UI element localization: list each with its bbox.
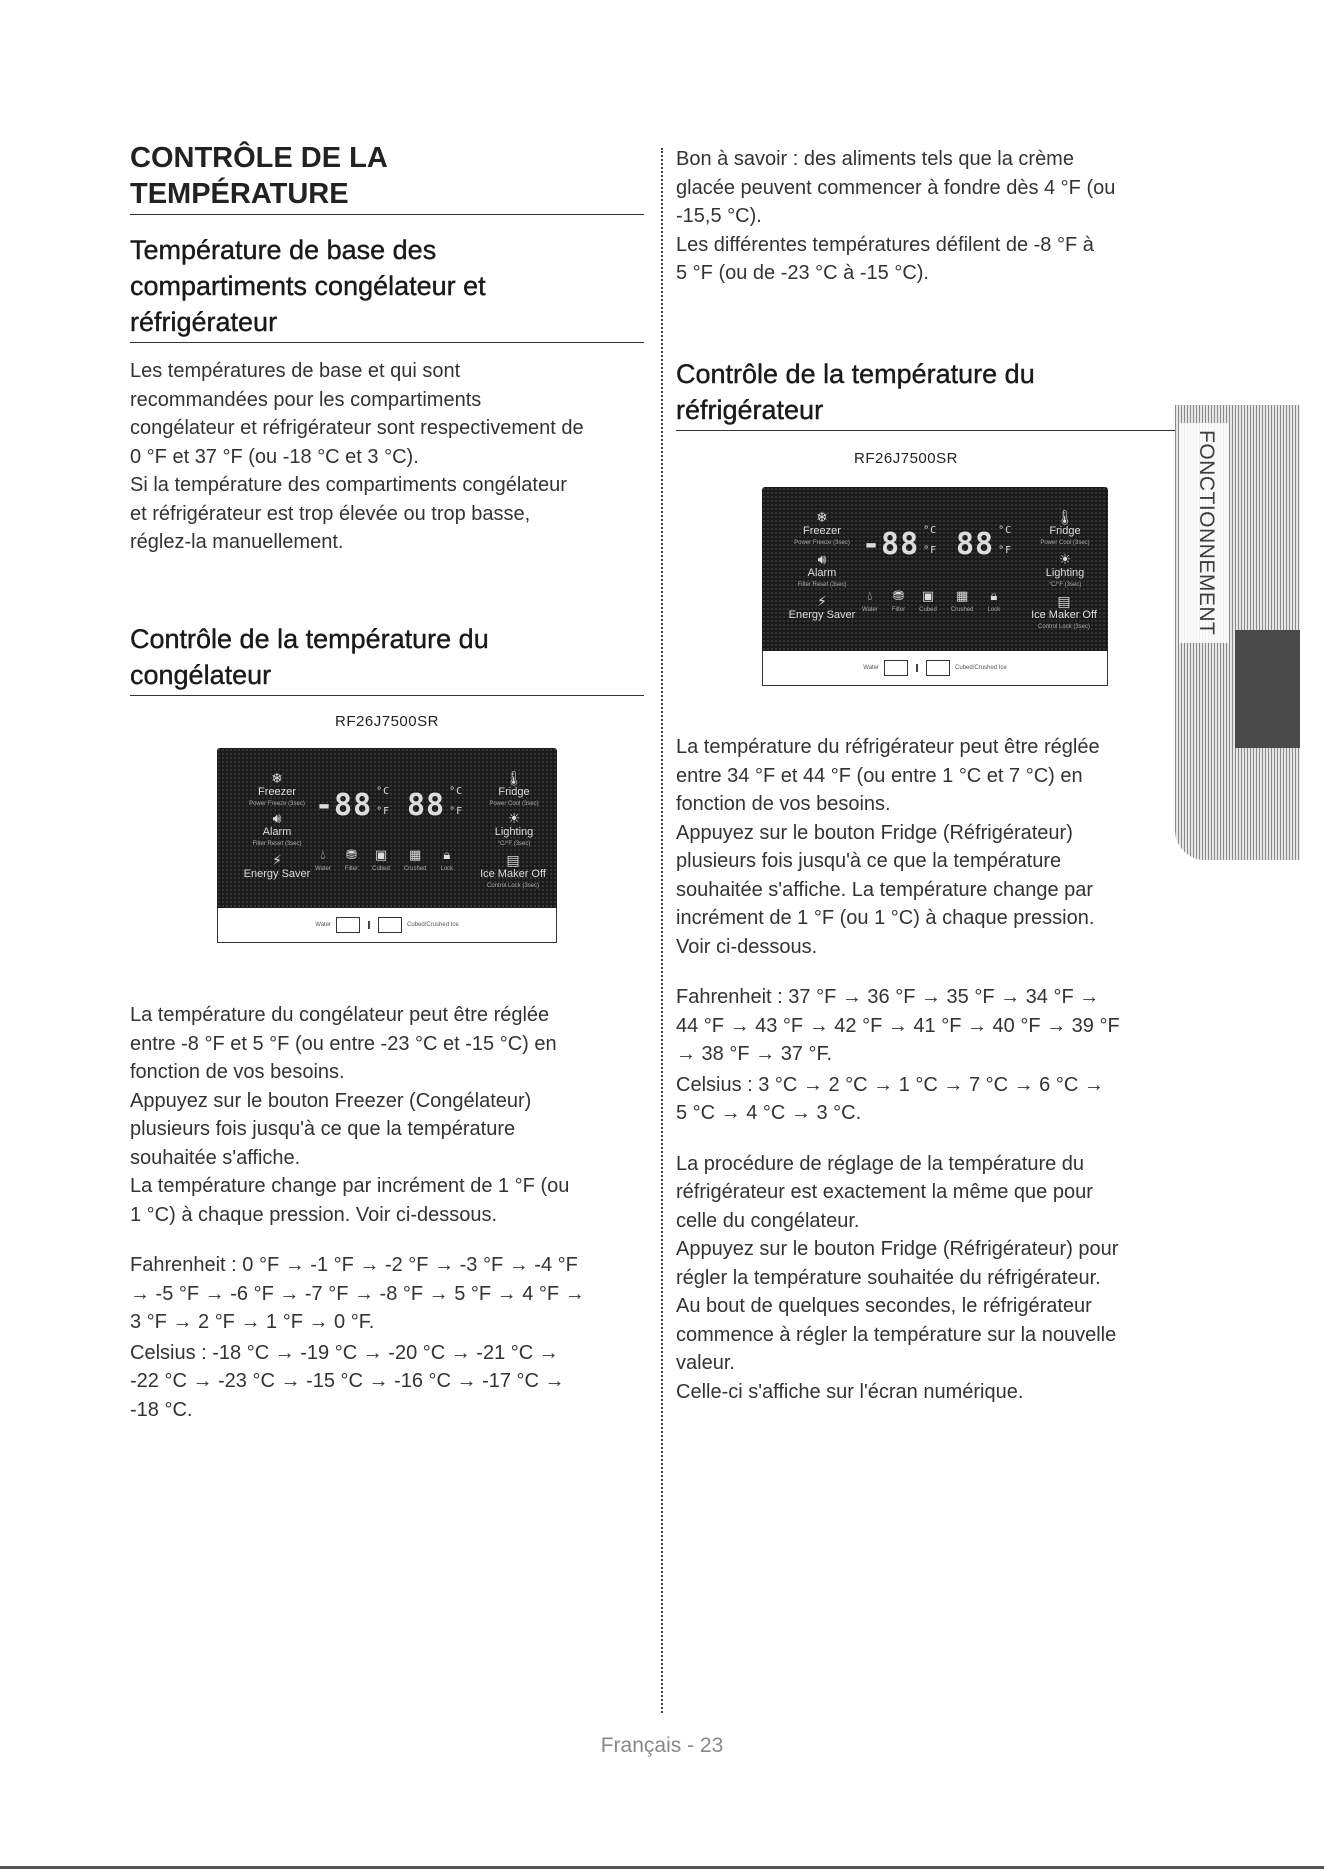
- sequence-line: Fahrenheit : 37 °F → 36 °F → 35 °F → 34 °F →: [676, 986, 1100, 1008]
- base-temp-title-line-2: compartiments congélateur et: [130, 271, 486, 301]
- status-icons-row: [862, 589, 1000, 617]
- strip-ice-label: Cubed/Crushed Ice: [407, 922, 459, 928]
- ice-dispenser-button: [926, 660, 950, 676]
- water-icon: 💧︎ Water: [315, 848, 331, 876]
- crushed-icon-label: Crushed: [950, 607, 974, 613]
- sequence-line: Fahrenheit : 0 °F → -1 °F → -2 °F → -3 °F → -4 °F: [130, 1254, 578, 1276]
- snowflake-icon: ❄: [271, 770, 283, 786]
- cubed-icon-label: Cubed: [372, 866, 390, 872]
- main-title-block: [130, 140, 644, 215]
- freezer-button-sublabel: Power Freeze (3sec): [249, 801, 305, 807]
- sequence-line: → 38 °F → 37 °F.: [676, 1043, 833, 1065]
- celsius-unit: °C: [923, 525, 938, 536]
- base-temp-line: Si la température des compartiments congélateur: [130, 474, 567, 496]
- water-dispenser-button: [884, 660, 908, 676]
- freezer-title-line-2: congélateur: [130, 659, 272, 690]
- filter-icon-label: Filter: [891, 607, 906, 613]
- intro-line: Bon à savoir : des aliments tels que la crème: [676, 148, 1074, 170]
- filter-icon: ⛃ Filter: [892, 589, 905, 617]
- fridge-button-label: Fridge: [1049, 525, 1081, 537]
- freezer-panel-model: RF26J7500SR: [335, 712, 439, 730]
- main-title-line-1: CONTRÔLE DE LA: [130, 142, 388, 174]
- water-dispenser-button: [336, 917, 360, 933]
- fahrenheit-unit: °F: [998, 545, 1013, 556]
- procedure-line: valeur.: [676, 1352, 735, 1374]
- intro-line: 5 °F (ou de -23 °C à -15 °C).: [676, 262, 929, 284]
- good-to-know-text: [676, 145, 1176, 288]
- fridge-control-panel: [762, 487, 1108, 686]
- side-tab-label: FONCTIONNEMENT: [1179, 423, 1229, 643]
- ice-maker-off-button: [1024, 593, 1104, 633]
- fridge-button: [479, 770, 549, 810]
- fridge-line: fonction de vos besoins.: [676, 793, 891, 815]
- filter-icon: ⛃ Filter: [345, 848, 358, 876]
- freezer-celsius-sequence: [130, 1339, 644, 1425]
- alarm-button: [792, 551, 852, 591]
- freezer-text: [130, 1001, 644, 1229]
- strip-divider: [368, 921, 370, 929]
- main-title-line-2: TEMPÉRATURE: [130, 178, 349, 210]
- fridge-title-line-2: réfrigérateur: [676, 394, 824, 425]
- freezer-temp-digits: -88: [315, 788, 373, 823]
- fahrenheit-unit: °F: [923, 545, 938, 556]
- sequence-line: 5 °C → 4 °C → 3 °C.: [676, 1102, 862, 1124]
- strip-ice-label: Cubed/Crushed Ice: [955, 665, 1007, 671]
- status-icons-row: [315, 848, 453, 876]
- freezer-button-label: Freezer: [258, 786, 296, 798]
- fridge-text: [676, 733, 1176, 961]
- crushed-icon-label: Crushed: [403, 866, 427, 872]
- sequence-line: → -5 °F → -6 °F → -7 °F → -8 °F → 5 °F → 4 °F →: [130, 1282, 585, 1305]
- lighting-button-label: Lighting: [494, 826, 534, 838]
- fridge-line: La température du réfrigérateur peut être réglée: [676, 736, 1100, 758]
- freezer-button: [792, 509, 852, 549]
- freezer-line: entre -8 °F et 5 °F (ou entre -23 °C et -15 °C) en: [130, 1032, 557, 1055]
- energy-saver-button: [241, 852, 313, 880]
- procedure-line: régler la température souhaitée du réfrigérateur.: [676, 1266, 1101, 1289]
- freezer-line: Appuyez sur le bouton Freezer (Congélateur): [130, 1089, 532, 1112]
- cubed-ice-icon: ▣ Cubed: [372, 848, 390, 876]
- fridge-celsius-sequence: [676, 1071, 1176, 1128]
- intro-line: Les différentes températures défilent de -8 °F à: [676, 233, 1094, 256]
- strip-water-label: Water: [863, 665, 880, 671]
- intro-line: glacée peuvent commencer à fondre dès 4 °F (ou: [676, 176, 1116, 199]
- sequence-line: Celsius : -18 °C → -19 °C → -20 °C → -21 °C →: [130, 1341, 559, 1364]
- cubed-ice-icon: ▣ Cubed: [919, 589, 937, 617]
- freezer-control-panel: [217, 748, 557, 943]
- freezer-title-line-1: Contrôle de la température du: [130, 623, 489, 654]
- strip-water-label: Water: [315, 922, 332, 928]
- fridge-line: Appuyez sur le bouton Fridge (Réfrigérateur): [676, 821, 1073, 844]
- base-temp-line: réglez-la manuellement.: [130, 531, 344, 553]
- celsius-unit: °C: [376, 786, 391, 797]
- alarm-icon: 🔊︎: [817, 551, 827, 567]
- lock-icon: 🔒︎ Lock: [441, 848, 454, 876]
- page-footer: Français - 23: [600, 1734, 724, 1757]
- lock-icon: 🔒︎ Lock: [988, 589, 1001, 617]
- base-temp-title-line-1: Température de base des: [130, 235, 437, 265]
- water-icon: 💧︎ Water: [862, 589, 878, 617]
- ice-maker-icon: ▤: [506, 852, 520, 868]
- alarm-button-sublabel: Filter Reset (3sec): [252, 841, 302, 847]
- energy-saver-button: [786, 593, 858, 621]
- base-temp-title-line-3: réfrigérateur: [130, 307, 278, 337]
- fridge-line: entre 34 °F et 44 °F (ou entre 1 °C et 7 °C) en: [676, 764, 1083, 787]
- fridge-line: souhaitée s'affiche. La température change par: [676, 878, 1094, 901]
- sequence-line: -22 °C → -23 °C → -15 °C → -16 °C → -17 °C →: [130, 1370, 565, 1392]
- fridge-button-sublabel: Power Cool (3sec): [489, 801, 539, 807]
- fridge-line: plusieurs fois jusqu'à ce que la température: [676, 850, 1062, 872]
- control-panel-display: [762, 487, 1108, 651]
- base-temp-line: et réfrigérateur est trop élevée ou trop basse,: [130, 502, 531, 525]
- fridge-temp-display: [956, 525, 1013, 562]
- bottom-border: [0, 1866, 1324, 1869]
- alarm-button-label: Alarm: [807, 567, 837, 579]
- right-column: [676, 145, 1176, 1406]
- freezer-line: fonction de vos besoins.: [130, 1061, 345, 1083]
- fridge-button-label: Fridge: [498, 786, 530, 798]
- freezer-button-label: Freezer: [803, 525, 841, 537]
- freezer-line: La température change par incrément de 1 °F (ou: [130, 1175, 570, 1197]
- freezer-line: 1 °C) à chaque pression. Voir ci-dessous.: [130, 1203, 498, 1226]
- base-temp-line: congélateur et réfrigérateur sont respectivement de: [130, 417, 584, 439]
- alarm-button-sublabel: Filter Reset (3sec): [797, 582, 847, 588]
- lighting-button-sublabel: °C/°F (3sec): [1048, 582, 1082, 588]
- filter-icon-label: Filter: [344, 866, 359, 872]
- fridge-temp-digits: 88: [956, 527, 995, 562]
- strip-divider: [916, 664, 918, 672]
- celsius-unit: °C: [449, 786, 464, 797]
- base-temp-line: 0 °F et 37 °F (ou -18 °C et 3 °C).: [130, 445, 419, 468]
- energy-saver-label: Energy Saver: [243, 868, 311, 880]
- freezer-fahrenheit-sequence: [130, 1251, 644, 1337]
- base-temp-title-block: [130, 232, 644, 343]
- dispenser-strip: [217, 908, 557, 943]
- crushed-ice-icon: ▦ Crushed: [404, 848, 427, 876]
- section-side-tab: [1175, 405, 1300, 860]
- energy-saver-label: Energy Saver: [788, 609, 856, 621]
- water-icon-label: Water: [315, 866, 331, 872]
- freezer-button-sublabel: Power Freeze (3sec): [794, 540, 850, 546]
- water-icon-label: Water: [862, 607, 878, 613]
- procedure-text: [676, 1150, 1176, 1407]
- freezer-line: plusieurs fois jusqu'à ce que la température: [130, 1118, 516, 1140]
- alarm-button-label: Alarm: [262, 826, 292, 838]
- procedure-line: Au bout de quelques secondes, le réfrigérateur: [676, 1295, 1092, 1317]
- dispenser-strip: [762, 651, 1108, 686]
- freezer-line: La température du congélateur peut être réglée: [130, 1004, 550, 1026]
- lighting-button-sublabel: °C/°F (3sec): [497, 841, 531, 847]
- lock-icon-label: Lock: [987, 607, 1001, 613]
- freezer-temp-display: [315, 786, 391, 823]
- sequence-line: -18 °C.: [130, 1398, 193, 1421]
- snowflake-icon: ❄: [816, 509, 828, 525]
- intro-line: -15,5 °C).: [676, 205, 762, 227]
- lighting-icon: ☀: [1058, 551, 1072, 567]
- ice-maker-off-button: [473, 852, 553, 892]
- energy-saver-icon: ⚡: [817, 593, 827, 609]
- column-separator: [661, 148, 663, 1713]
- cubed-icon-label: Cubed: [919, 607, 937, 613]
- fridge-temp-digits: 88: [407, 788, 446, 823]
- lighting-button: [1030, 551, 1100, 591]
- base-temp-line: recommandées pour les compartiments: [130, 388, 482, 411]
- fahrenheit-unit: °F: [449, 806, 464, 817]
- alarm-button: [247, 810, 307, 850]
- alarm-icon: 🔊︎: [272, 810, 282, 826]
- lighting-button: [479, 810, 549, 850]
- procedure-line: Celle-ci s'affiche sur l'écran numérique.: [676, 1380, 1024, 1403]
- procedure-line: commence à régler la température sur la nouvelle: [676, 1323, 1117, 1346]
- freezer-temp-digits: -88: [862, 527, 920, 562]
- fridge-panel-model: RF26J7500SR: [854, 449, 958, 467]
- freezer-title-block: [130, 621, 644, 696]
- left-column: [130, 140, 644, 1424]
- procedure-line: celle du congélateur.: [676, 1209, 860, 1232]
- ice-maker-label: Ice Maker Off: [1031, 609, 1097, 621]
- celsius-unit: °C: [998, 525, 1013, 536]
- ice-maker-sublabel: Control Lock (3sec): [1037, 624, 1091, 630]
- sequence-line: Celsius : 3 °C → 2 °C → 1 °C → 7 °C → 6 °C →: [676, 1073, 1104, 1096]
- fridge-title-line-1: Contrôle de la température du: [676, 358, 1035, 389]
- freezer-temp-display: [862, 525, 938, 562]
- ice-maker-sublabel: Control Lock (3sec): [486, 883, 540, 889]
- procedure-line: Appuyez sur le bouton Fridge (Réfrigérateur) pour: [676, 1238, 1119, 1260]
- fridge-fahrenheit-sequence: [676, 983, 1176, 1069]
- ice-dispenser-button: [378, 917, 402, 933]
- fridge-line: incrément de 1 °F (ou 1 °C) à chaque pression.: [676, 907, 1095, 929]
- fridge-temp-display: [407, 786, 464, 823]
- fridge-line: Voir ci-dessous.: [676, 935, 818, 958]
- freezer-line: souhaitée s'affiche.: [130, 1146, 301, 1169]
- energy-saver-icon: ⚡: [272, 852, 282, 868]
- control-panel-display: [217, 748, 557, 908]
- lighting-icon: ☀: [507, 810, 521, 826]
- base-temp-line: Les températures de base et qui sont: [130, 360, 461, 382]
- lighting-button-label: Lighting: [1045, 567, 1085, 579]
- ice-maker-icon: ▤: [1057, 593, 1071, 609]
- fahrenheit-unit: °F: [376, 806, 391, 817]
- procedure-line: La procédure de réglage de la température du: [676, 1152, 1085, 1175]
- fridge-icon: 🌡︎: [1056, 509, 1074, 525]
- crushed-ice-icon: ▦ Crushed: [951, 589, 974, 617]
- fridge-title-block: [676, 356, 1188, 431]
- lock-icon-label: Lock: [440, 866, 454, 872]
- fridge-button-sublabel: Power Cool (3sec): [1040, 540, 1090, 546]
- sequence-line: 44 °F → 43 °F → 42 °F → 41 °F → 40 °F → 39 °F: [676, 1014, 1120, 1037]
- ice-maker-label: Ice Maker Off: [480, 868, 546, 880]
- freezer-button: [247, 770, 307, 810]
- procedure-line: réfrigérateur est exactement la même que pour: [676, 1181, 1093, 1203]
- base-temp-text: [130, 357, 644, 557]
- fridge-icon: 🌡︎: [505, 770, 523, 786]
- side-tab-marker: [1235, 630, 1300, 748]
- fridge-button: [1030, 509, 1100, 549]
- sequence-line: 3 °F → 2 °F → 1 °F → 0 °F.: [130, 1311, 375, 1333]
